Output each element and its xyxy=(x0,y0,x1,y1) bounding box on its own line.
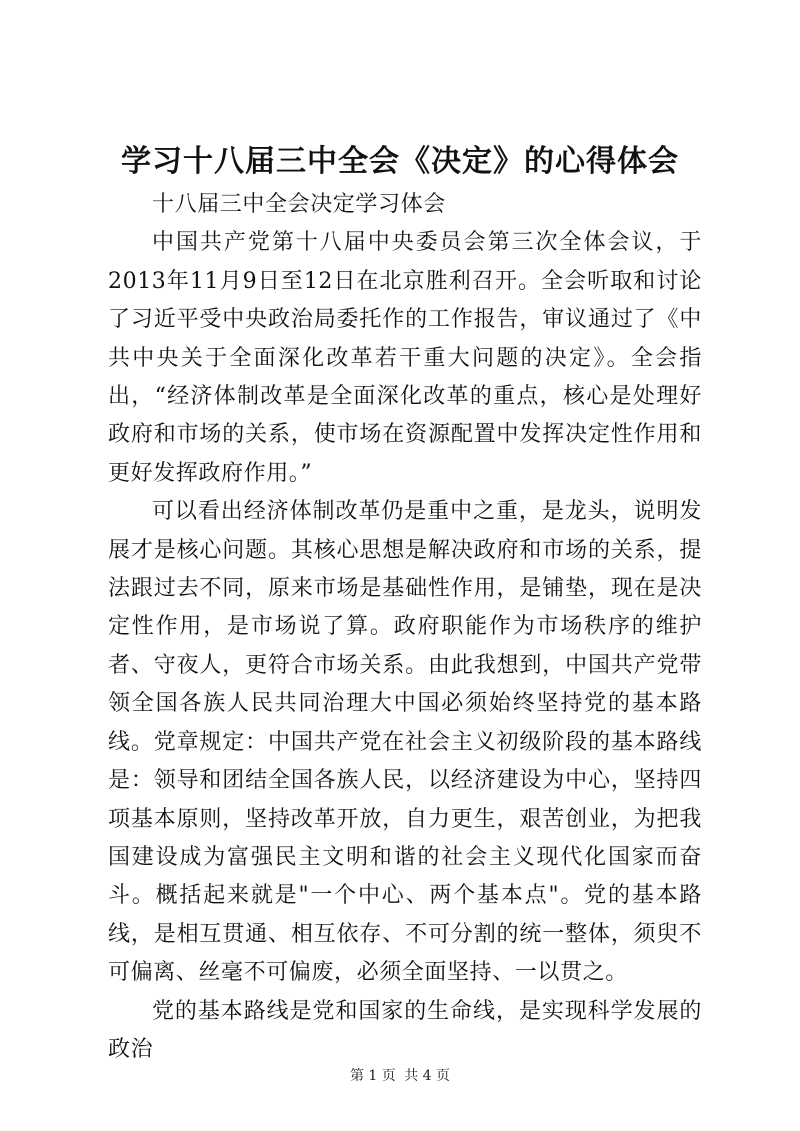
page-number: 第 1 页 xyxy=(349,1068,396,1084)
document-title: 学习十八届三中全会《决定》的心得体会 xyxy=(121,144,679,179)
page-footer xyxy=(0,1066,800,1086)
paragraph-1: 中国共产党第十八届中央委员会第三次全体会议，于2013年11月9日至12日在北京胜利召开。全会听取和讨论了习近平受中央政治局委托作的工作报告，审议通过了《中共中央关于全面深化改革若干重大问题的决定》。全会指出，“经济体制改革是全面深化改革的重点，核心是处理好政府和市场的关系，使市场在资源配置中发挥决定性作用和更好发挥政府作用。” xyxy=(108,230,702,486)
paragraph-3: 党的基本路线是党和国家的生命线，是实现科学发展的政治 xyxy=(108,998,702,1062)
document-subtitle: 十八届三中全会决定学习体会 xyxy=(152,192,446,217)
page-total: 共 4 页 xyxy=(404,1068,451,1084)
document-body xyxy=(108,186,702,1069)
paragraph-2: 可以看出经济体制改革仍是重中之重，是龙头，说明发展才是核心问题。其核心思想是解决政府和市场的关系，提法跟过去不同，原来市场是基础性作用，是铺垫，现在是决定性作用，是市场说了算。政府职能作为市场秩序的维护者、守夜人，更符合市场关系。由此我想到，中国共产党带领全国各族人民共同治理大中国必须始终坚持党的基本路线。党章规定：中国共产党在社会主义初级阶段的基本路线是：领导和团结全国各族人民，以经济建设为中心，坚持四项基本原则，坚持改革开放，自力更生，艰苦创业，为把我国建设成为富强民主文明和谐的社会主义现代化国家而奋斗。概括起来就是"一个中心、两个基本点"。党的基本路线，是相互贯通、相互依存、不可分割的统一整体，须臾不可偏离、丝毫不可偏废，必须全面坚持、一以贯之。 xyxy=(108,499,702,986)
